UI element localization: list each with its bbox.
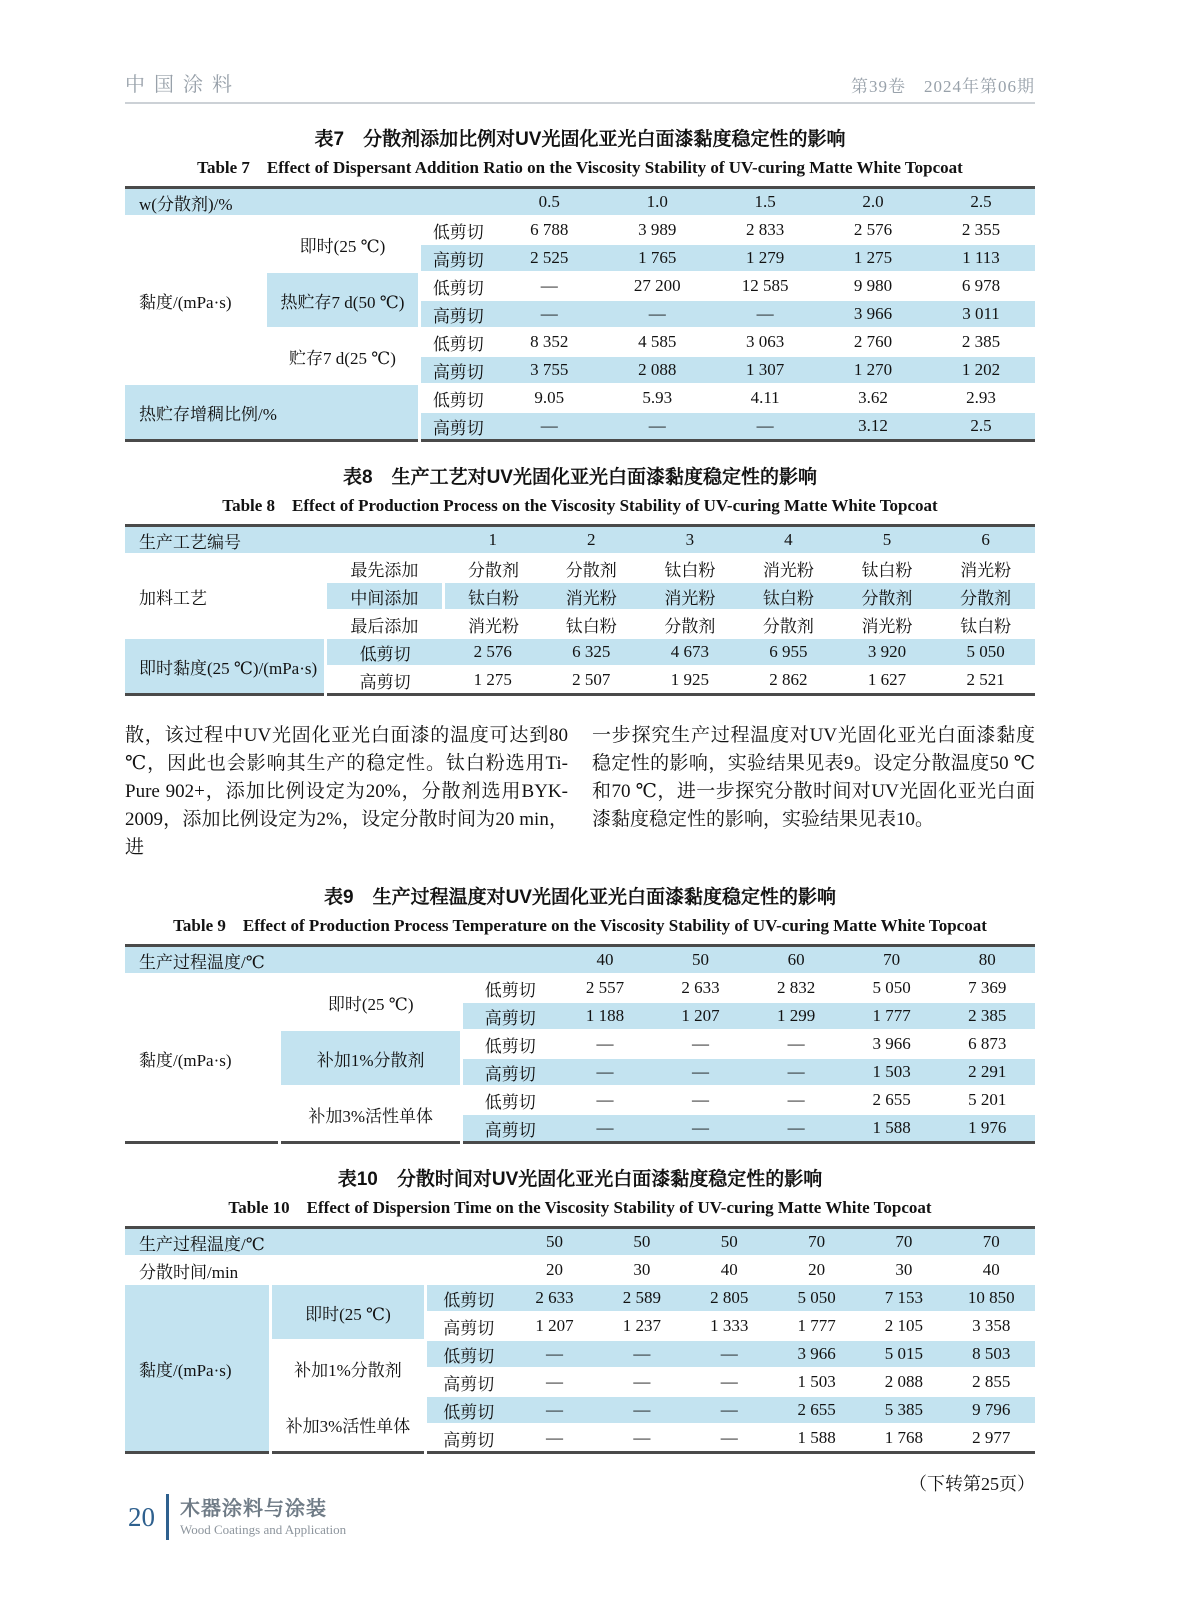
col-header: w(分散剂)/% [125,188,495,217]
col-header: 1.0 [603,188,711,217]
table-cell: 5 015 [860,1340,947,1368]
row-label: 补加3%活性单体 [280,1086,462,1143]
table-cell: 1 333 [686,1312,773,1340]
table-cell: 2 760 [819,328,927,356]
table-cell: 分散剂 [443,554,542,582]
table8-section [125,466,1035,696]
table-row [125,188,1035,217]
table-cell: 消光粉 [838,610,937,638]
page-header [125,0,1035,104]
table-cell: 消光粉 [443,610,542,638]
table-cell: — [711,412,819,441]
table-cell: 9 980 [819,272,927,300]
table-cell: 1 207 [511,1312,598,1340]
table10-host [125,1226,1035,1454]
col-header: 30 [860,1256,947,1284]
table-cell: — [686,1396,773,1424]
page-number: 20 [128,1502,155,1532]
table-cell: — [557,1086,653,1114]
table-cell: 1 307 [711,356,819,384]
table-cell: 2 525 [495,244,603,272]
table-cell: 1 202 [927,356,1035,384]
table-cell: 2 833 [711,216,819,244]
table-cell: — [748,1086,844,1114]
col-header: 2 [542,526,641,555]
table10-caption-en: Table 10 Effect of Dispersion Time on the Viscosity Stability of UV-curing Matte White Topcoat [228,1198,932,1217]
footer-divider-bar [166,1494,169,1540]
table-cell: — [653,1058,749,1086]
table-row [125,974,1035,1002]
table-cell: 钛白粉 [739,582,838,610]
row-label: 黏度/(mPa·s) [125,1284,271,1453]
table-cell: — [495,300,603,328]
col-header: 60 [748,946,844,975]
table10-section [125,1168,1035,1454]
table-cell: 7 153 [860,1284,947,1312]
table-cell: 3 989 [603,216,711,244]
text-line: 稳定性的影响，实验结果见表9。设定分散温度50 ℃ [592,753,1035,774]
table-cell: 2 832 [748,974,844,1002]
col-header: 4 [739,526,838,555]
table-row [125,1256,1035,1284]
row-label: 高剪切 [420,356,496,384]
table-cell: — [511,1340,598,1368]
row-label: 低剪切 [420,328,496,356]
table7-caption-en: Table 7 Effect of Dispersant Addition Ratio on the Viscosity Stability of UV-curing Matte White Topcoat [197,158,963,177]
table-cell: — [511,1368,598,1396]
row-label: 低剪切 [425,1396,511,1424]
footer-section-en: Wood Coatings and Application [180,1521,347,1537]
table-row [125,1284,1035,1312]
table-cell: 2 557 [557,974,653,1002]
table-cell: 消光粉 [641,582,740,610]
row-label: 中间添加 [325,582,443,610]
table-cell: 8 503 [948,1340,1035,1368]
footer-section-zh: 木器涂料与涂装 [180,1497,327,1520]
table-cell: 钛白粉 [936,610,1035,638]
table-cell: 3.62 [819,384,927,412]
col-header: 30 [598,1256,685,1284]
row-label: 即时(25 ℃) [271,1284,426,1340]
table-cell: — [495,272,603,300]
table-cell: 6 955 [739,638,838,666]
row-label: 黏度/(mPa·s) [125,216,265,384]
table-cell: 2 855 [948,1368,1035,1396]
table-cell: 1 270 [819,356,927,384]
table-cell: — [711,300,819,328]
table-cell: 2 105 [860,1312,947,1340]
row-label: 黏度/(mPa·s) [125,974,280,1143]
table-cell: 2 088 [603,356,711,384]
table7 [125,186,1035,442]
col-header: 50 [511,1228,598,1257]
table-cell: — [603,300,711,328]
table-cell: 1 768 [860,1424,947,1453]
table-cell: 3 755 [495,356,603,384]
table-cell: 4 585 [603,328,711,356]
table-cell: 1 765 [603,244,711,272]
table-row [125,216,1035,244]
table-cell: 1 503 [844,1058,940,1086]
page-footer [128,1494,346,1540]
col-header: 50 [653,946,749,975]
text-line: 和70 ℃，进一步探究分散时间对UV光固化亚光白面 [592,781,1035,802]
table-cell: 5 385 [860,1396,947,1424]
table-cell: 分散剂 [641,610,740,638]
page-content [125,0,1035,1496]
table-cell: 7 369 [939,974,1035,1002]
table-cell: 9 796 [948,1396,1035,1424]
table7-caption-zh: 表7 分散剂添加比例对UV光固化亚光白面漆黏度稳定性的影响 [314,129,846,150]
row-label: 低剪切 [420,384,496,412]
table-cell: 钛白粉 [542,610,641,638]
table-cell: 1 503 [773,1368,860,1396]
table-cell: 1 207 [653,1002,749,1030]
table-cell: 1 925 [641,666,740,695]
table-cell: 6 788 [495,216,603,244]
row-label: 补加1%分散剂 [271,1340,426,1396]
table-cell: — [748,1058,844,1086]
table8 [125,524,1035,696]
table-cell: 分散剂 [542,554,641,582]
col-header: 40 [686,1256,773,1284]
col-header: 1.5 [711,188,819,217]
table-cell: — [598,1424,685,1453]
footer-section [180,1497,346,1538]
table-cell: 钛白粉 [443,582,542,610]
row-label: 即时(25 ℃) [280,974,462,1030]
table-cell: 12 585 [711,272,819,300]
row-label: 低剪切 [325,638,443,666]
table9-caption-en: Table 9 Effect of Production Process Temperature on the Viscosity Stability of UV-curing Matte White Topcoat [173,916,987,935]
col-header: 2.0 [819,188,927,217]
row-label: 即时黏度(25 ℃)/(mPa·s) [125,638,325,695]
table-cell: 2 291 [939,1058,1035,1086]
table-cell: 3.12 [819,412,927,441]
row-label: 高剪切 [425,1312,511,1340]
table7-section [125,128,1035,442]
table9 [125,944,1035,1144]
table-cell: 6 978 [927,272,1035,300]
table-cell: — [686,1340,773,1368]
table-cell: 2 633 [511,1284,598,1312]
col-header: 40 [948,1256,1035,1284]
table-cell: — [748,1030,844,1058]
table-cell: 2.5 [927,412,1035,441]
table-cell: 5 201 [939,1086,1035,1114]
table-cell: 1 237 [598,1312,685,1340]
table-cell: 2 655 [773,1396,860,1424]
row-label: 低剪切 [462,1030,558,1058]
row-label: 高剪切 [420,412,496,441]
table-cell: — [653,1030,749,1058]
table-cell: 5 050 [773,1284,860,1312]
table-cell: 2 977 [948,1424,1035,1453]
table-cell: 1 627 [838,666,937,695]
table-cell: 2 633 [653,974,749,1002]
body-column-left [125,722,568,862]
table-cell: 1 279 [711,244,819,272]
row-label: 低剪切 [420,272,496,300]
col-header: 70 [844,946,940,975]
row-label: 热贮存7 d(50 ℃) [265,272,420,328]
table-cell: 2 805 [686,1284,773,1312]
table-cell: 1 299 [748,1002,844,1030]
table-cell: 消光粉 [936,554,1035,582]
table-cell: 9.05 [495,384,603,412]
table-cell: 4 673 [641,638,740,666]
table-cell: 2 655 [844,1086,940,1114]
row-label: 低剪切 [425,1284,511,1312]
row-label: 高剪切 [462,1058,558,1086]
table-cell: — [603,412,711,441]
col-header: 生产工艺编号 [125,526,443,555]
table-cell: 5.93 [603,384,711,412]
table-cell: 消光粉 [542,582,641,610]
row-label: 补加3%活性单体 [271,1396,426,1453]
table-cell: — [598,1340,685,1368]
journal-name: 中国涂料 [125,74,241,96]
table9-caption-zh: 表9 生产过程温度对UV光固化亚光白面漆黏度稳定性的影响 [324,887,836,908]
table-cell: — [653,1086,749,1114]
table-cell: 2 862 [739,666,838,695]
table-cell: — [598,1396,685,1424]
table-cell: 分散剂 [739,610,838,638]
table-row [125,526,1035,555]
col-header: 70 [773,1228,860,1257]
row-label: 即时(25 ℃) [265,216,420,272]
col-header: 3 [641,526,740,555]
col-header: 1 [443,526,542,555]
table9-section [125,886,1035,1144]
row-label: 高剪切 [425,1424,511,1453]
row-label: 高剪切 [462,1114,558,1143]
text-line: 一步探究生产过程温度对UV光固化亚光白面漆黏度 [592,725,1035,746]
col-header: 0.5 [495,188,603,217]
table-cell: 1 188 [557,1002,653,1030]
table-cell: 1 588 [773,1424,860,1453]
col-header: 50 [598,1228,685,1257]
table-cell: 1 275 [819,244,927,272]
table-cell: 1 976 [939,1114,1035,1143]
row-label: 高剪切 [425,1368,511,1396]
table-cell: 6 325 [542,638,641,666]
table8-caption-zh: 表8 生产工艺对UV光固化亚光白面漆黏度稳定性的影响 [343,467,817,488]
table-cell: 2 385 [939,1002,1035,1030]
row-label: 低剪切 [462,974,558,1002]
table-cell: 3 966 [819,300,927,328]
table-cell: 3 920 [838,638,937,666]
table9-host [125,944,1035,1144]
table-cell: 分散剂 [936,582,1035,610]
row-label: 高剪切 [420,244,496,272]
row-label: 热贮存增稠比例/% [125,384,420,441]
table-cell: 3 358 [948,1312,1035,1340]
row-label: 高剪切 [325,666,443,695]
col-header: 分散时间/min [125,1256,511,1284]
table-cell: 分散剂 [838,582,937,610]
col-header: 2.5 [927,188,1035,217]
body-text [125,722,1035,862]
row-label: 高剪切 [420,300,496,328]
table-cell: — [495,412,603,441]
table-cell: 10 850 [948,1284,1035,1312]
row-label: 低剪切 [420,216,496,244]
table7-host [125,186,1035,442]
table-cell: 5 050 [936,638,1035,666]
row-label: 低剪切 [425,1340,511,1368]
table-cell: 8 352 [495,328,603,356]
row-label: 最后添加 [325,610,443,638]
table-cell: 1 777 [773,1312,860,1340]
col-header: 20 [511,1256,598,1284]
text-line: 2009，添加比例设定为2%，设定分散时间为20 min，进 [125,809,568,858]
table-cell: 5 050 [844,974,940,1002]
table-cell: 2 576 [819,216,927,244]
table-cell: — [686,1424,773,1453]
table-cell: — [598,1368,685,1396]
row-label: 高剪切 [462,1002,558,1030]
table-cell: 2 088 [860,1368,947,1396]
table-cell: 2 355 [927,216,1035,244]
table-cell: — [511,1396,598,1424]
table-row [125,384,1035,412]
col-header: 70 [860,1228,947,1257]
table-cell: 钛白粉 [641,554,740,582]
body-column-right [592,722,1035,862]
table-cell: 3 966 [844,1030,940,1058]
table-cell: 2 385 [927,328,1035,356]
col-header: 20 [773,1256,860,1284]
row-label: 最先添加 [325,554,443,582]
table-cell: 3 063 [711,328,819,356]
table-cell: 4.11 [711,384,819,412]
table-cell: 1 588 [844,1114,940,1143]
table-cell: 27 200 [603,272,711,300]
table-cell: 消光粉 [739,554,838,582]
row-label: 补加1%分散剂 [280,1030,462,1086]
table-cell: — [557,1114,653,1143]
table-cell: — [748,1114,844,1143]
table-cell: 2.93 [927,384,1035,412]
table-row [125,554,1035,582]
table-row [125,1228,1035,1257]
row-label: 低剪切 [462,1086,558,1114]
table-cell: — [653,1114,749,1143]
table-cell: 6 873 [939,1030,1035,1058]
table10 [125,1226,1035,1454]
issue-info: 第39卷 2024年第06期 [851,77,1035,96]
table-cell: — [557,1030,653,1058]
table-cell: — [686,1368,773,1396]
col-header: 40 [557,946,653,975]
table-cell: 2 521 [936,666,1035,695]
table-cell: 1 275 [443,666,542,695]
col-header: 80 [939,946,1035,975]
table-cell: 1 777 [844,1002,940,1030]
table-cell: — [511,1424,598,1453]
row-label: 贮存7 d(25 ℃) [265,328,420,384]
table-cell: 1 113 [927,244,1035,272]
table-cell: 钛白粉 [838,554,937,582]
row-label: 加料工艺 [125,554,325,638]
col-header: 50 [686,1228,773,1257]
text-line: 漆黏度稳定性的影响，实验结果见表10。 [592,809,935,830]
col-header: 5 [838,526,937,555]
col-header: 70 [948,1228,1035,1257]
table10-caption-zh: 表10 分散时间对UV光固化亚光白面漆黏度稳定性的影响 [337,1169,823,1190]
col-header: 生产过程温度/℃ [125,1228,511,1257]
col-header: 生产过程温度/℃ [125,946,557,975]
text-line: Pure 902+，添加比例设定为20%，分散剂选用BYK- [125,781,568,802]
col-header: 6 [936,526,1035,555]
table-cell: 2 507 [542,666,641,695]
table-cell: 2 589 [598,1284,685,1312]
table8-host [125,524,1035,696]
table-cell: 3 966 [773,1340,860,1368]
table-row [125,638,1035,666]
table-cell: 3 011 [927,300,1035,328]
table8-caption-en: Table 8 Effect of Production Process on the Viscosity Stability of UV-curing Matte White Topcoat [222,496,938,515]
table-cell: 2 576 [443,638,542,666]
table-row [125,946,1035,975]
continuation-note: （下转第25页） [909,1474,1035,1494]
table-cell: — [557,1058,653,1086]
text-line: ℃，因此也会影响其生产的稳定性。钛白粉选用Ti- [125,753,568,774]
text-line: 散，该过程中UV光固化亚光白面漆的温度可达到80 [125,725,568,746]
